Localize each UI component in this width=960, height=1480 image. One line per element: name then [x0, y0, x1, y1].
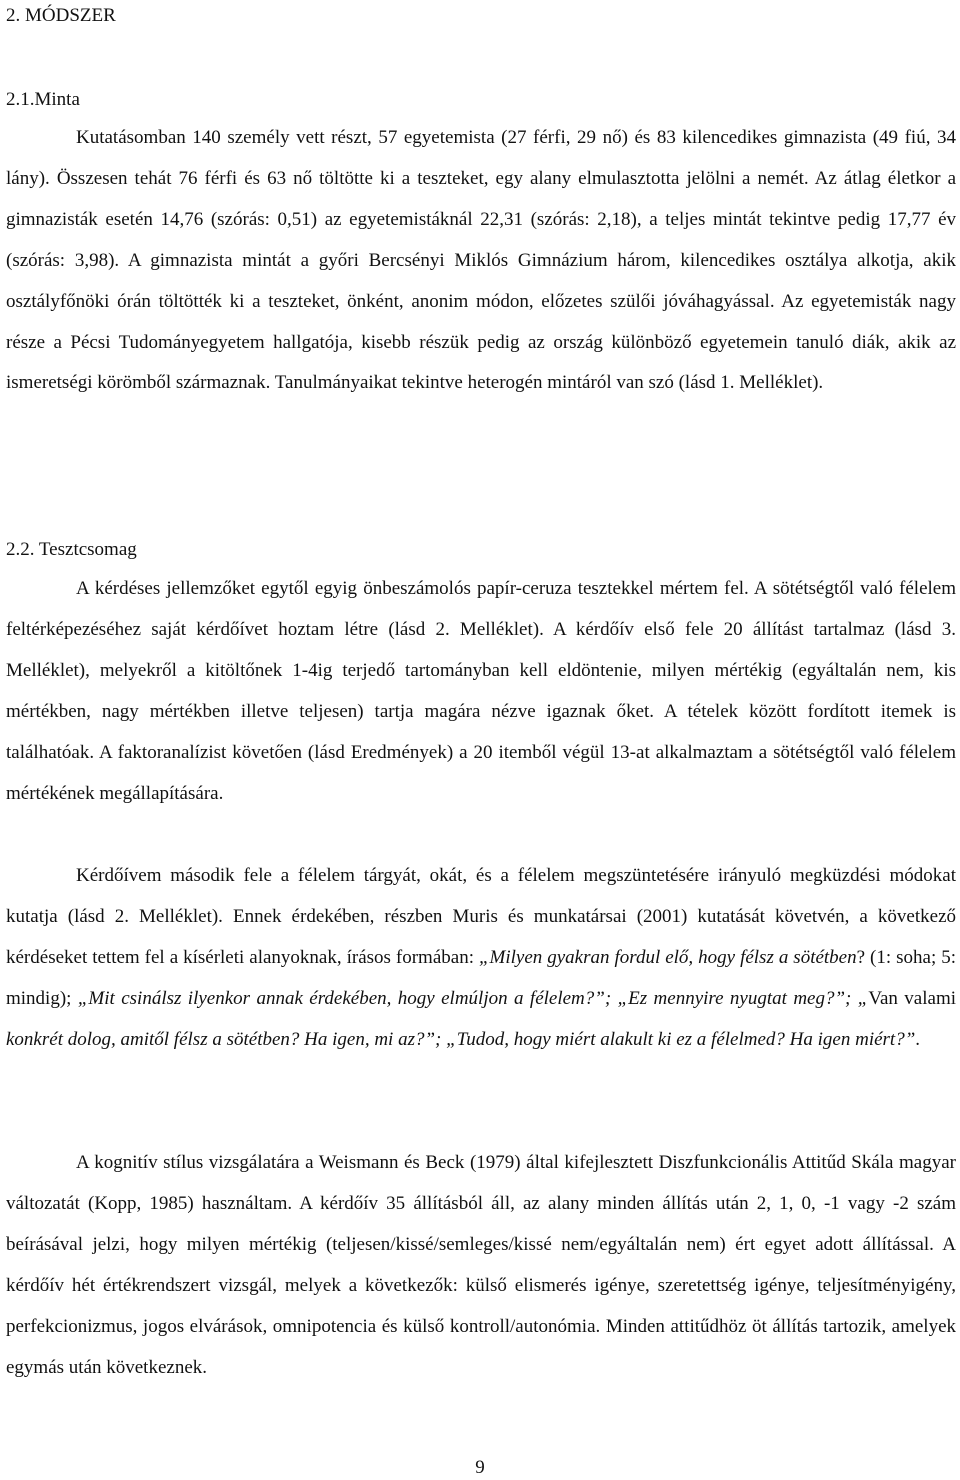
section-heading-minta: 2.1.Minta [6, 89, 80, 110]
paragraph-text-part: Kérdőívem második fele a félelem tárgyát, okát, és a félelem megszüntetésére irányuló megküzdési módokat kutatja (lásd 2. Melléklet). Ennek érdekében, részben Muris és munkatársai (2001) kutatását követvén, a következő kérdéseket tettem fel a kísérleti alanyoknak, írásos formában: [6, 865, 956, 968]
chapter-heading: 2. MÓDSZER [6, 5, 116, 26]
question-quote: „Milyen gyakran fordul elő, hogy félsz a sötétben [478, 946, 857, 968]
section-heading-tesztcsomag: 2.2. Tesztcsomag [6, 539, 137, 560]
paragraph-text-part: . [915, 1028, 921, 1050]
paragraph-sample-description: Kutatásomban 140 személy vett részt, 57 egyetemista (27 férfi, 29 nő) és 83 kilencedikes gimnazista (49 fiú, 34 lány). Összesen tehát 76 férfi és 63 nő töltötte ki a teszteket, egy alany elmulasztotta jelölni a nemét. Az átlag életkor a gimnazisták esetén 14,76 (szórás: 0,51) az egyetemistáknál 22,31 (szórás: 2,18), a teljes mintát tekintve pedig 17,77 év (szórás: 3,98). A gimnazista mintát a győri Bercsényi Miklós Gimnázium három, kilencedikes osztálya alkotja, akik osztályfőnöki órán töltötték ki a teszteket, önként, anonim módon, előzetes szülői jóváhagyással. Az egyetemisták nagy része a Pécsi Tudományegyetem hallgatója, kisebb részük pedig az ország különböző egyetemein tanuló diák, akik az ismeretségi körömből származnak. Tanulmányaikat tekintve heterogén mintáról van szó (lásd 1. Melléklet). [6, 127, 956, 394]
page-number: 9 [475, 1457, 485, 1478]
paragraph-test-package: A kérdéses jellemzőket egytől egyig önbeszámolós papír-ceruza tesztekkel mértem fel. A sötétségtől való félelem feltérképezéséhez saját kérdőívet hoztam létre (lásd 2. Melléklet). A kérdőív első fele 20 állítást tartalmaz (lásd 3. Melléklet), melyekről a kitöltőnek 1-4ig terjedő tartományban kell eldöntenie, milyen mértékig (egyáltalán nem, kis mértékben, nagy mértékben illetve teljesen) tartja magára nézve igaznak őket. A tételek között fordított itemek is találhatóak. A faktoranalízist követően (lásd Eredmények) a 20 itemből végül 13-at alkalmaztam a sötétségtől való félelem mértékének megállapítására. [6, 578, 956, 804]
paragraph-cognitive-style: A kognitív stílus vizsgálatára a Weismann és Beck (1979) által kifejlesztett Diszfunkcionális Attitűd Skála magyar változatát (Kopp, 1985) használtam. A kérdőív 35 állításból áll, az alany minden állítás után 2, 1, 0, -1 vagy -2 szám beírásával jelzi, hogy milyen mértékig (teljesen/kissé/semleges/kissé nem/egyáltalán nem) ért egyet adott állítással. A kérdőív hét értékrendszert vizsgál, melyek a következők: külső elismerés igénye, szeretettség igénye, teljesítményigény, perfekcionizmus, jogos elvárások, omnipotencia és külső kontroll/autonómia. Minden attitűdhöz öt állítás tartozik, amelyek egymás után következnek. [6, 1152, 956, 1378]
question-quote: konkrét dolog, amitől félsz a sötétben? Ha igen, mi az?”; „Tudod, hogy miért alakult ki ez a félelmed? Ha igen miért?” [6, 1028, 916, 1050]
question-quote: „Mit csinálsz ilyenkor annak érdekében, hogy elmúljon a félelem?”; „Ez mennyire nyugtat meg?”; „ [77, 987, 869, 1009]
paragraph-questionnaire-questions [6, 856, 956, 1061]
paragraph-text-part: ? (1: soha; 5: mindig); [6, 946, 956, 1009]
paragraph-text-part: Van valami [868, 987, 956, 1009]
